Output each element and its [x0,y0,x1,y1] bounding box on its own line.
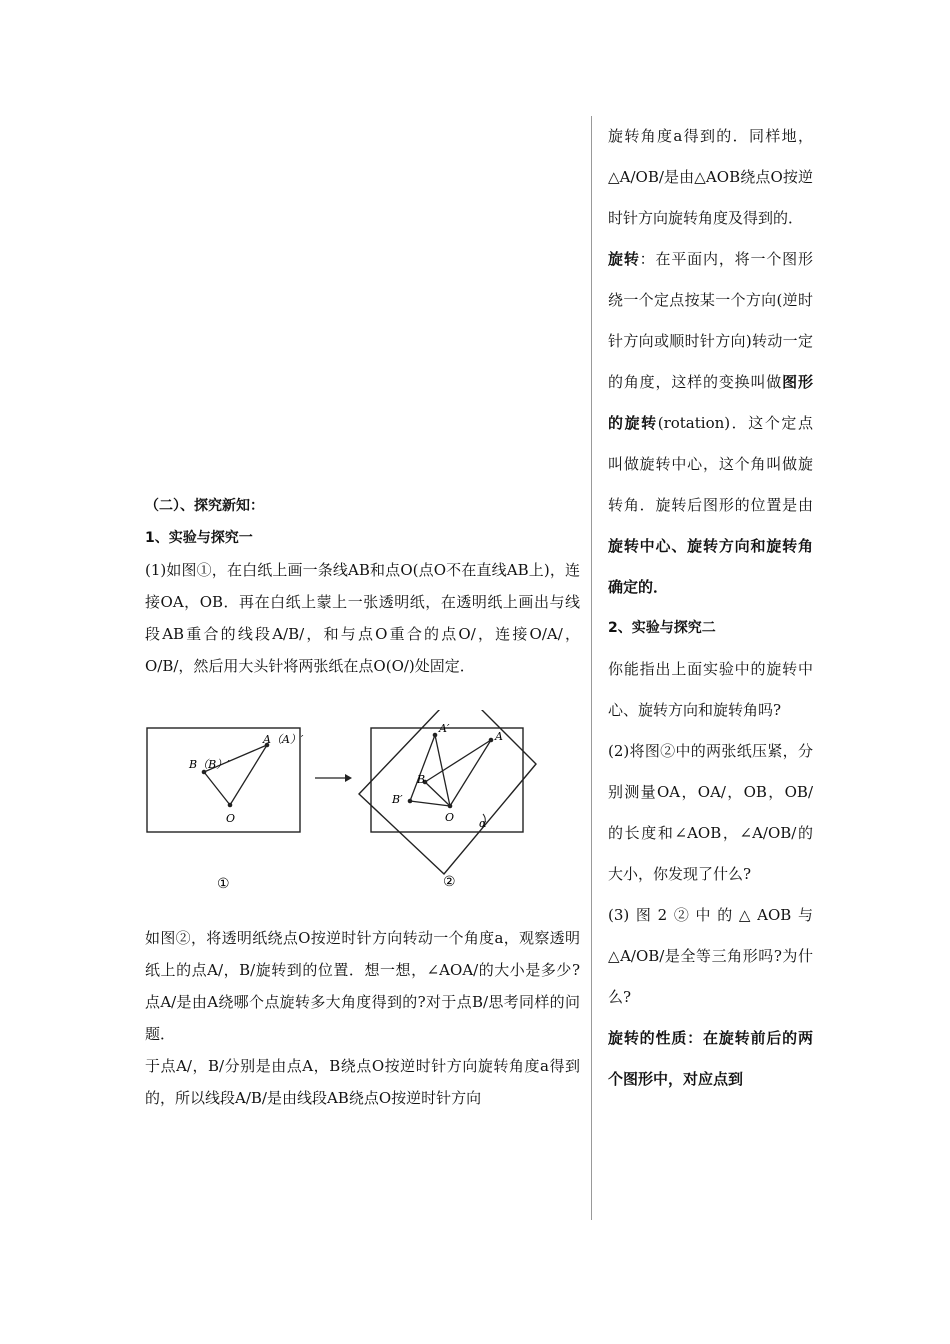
sub-heading-experiment-1: 1、实验与探究一 [145,530,253,546]
caption-figure-2: ② [443,874,456,890]
definition-body-1: ：在平面内，将一个图形绕一个定点按某一个方向(逆时针方向或顺时针方向)转动一定的角度，这样的变换叫做 [608,250,813,391]
segment-A1B1 [410,735,435,801]
paragraph-conclusion: 于点A/，B/分别是由点A，B绕点O按逆时针方向旋转角度a得到的，所以线段A/B/是由线段AB绕点O按逆时针方向 [145,1057,580,1107]
point-A1 [433,733,438,738]
label-O-1: O [226,812,236,825]
segment-OB1 [410,801,450,806]
segment-AB-2 [425,740,491,782]
sub-heading-experiment-2: 2、实验与探究二 [608,620,716,636]
label-O-2: O [445,811,455,824]
section-heading: （二）、探究新知： [145,498,264,514]
label-B-2: B [417,773,426,786]
definition-label: 旋转 [608,250,640,268]
point-B1 [408,799,413,804]
rotation-definition [608,239,813,608]
label-B-1: B（B）′ [189,758,230,771]
figure-2 [359,710,536,890]
definition-body-2: (rotation)．这个定点叫做旋转中心，这个角叫做旋转角．旋转后图形的位置是由 [608,414,813,514]
paragraph-continuation: 旋转角度a得到的．同样地，△A/OB/是由△AOB绕点O按逆时针方向旋转角度及得到的． [608,127,813,227]
rotation-property: 旋转的性质：在旋转前后的两个图形中，对应点到 [608,1029,813,1088]
label-A1: A′ [439,722,450,735]
definition-key: 旋转中心、旋转方向和旋转角 [608,537,813,555]
question-identify: 你能指出上面实验中的旋转中心、旋转方向和旋转角吗? [608,660,813,719]
definition-end: 确定的． [608,578,669,596]
caption-figure-1: ① [217,876,230,892]
segment-OA-1 [230,745,267,805]
segment-OA-2 [450,740,491,806]
paragraph-experiment-setup: (1)如图①，在白纸上画一条线AB和点O(点O不在直线AB上)，连接OA，OB．再在白纸上蒙上一张透明纸，在透明纸上画出与线段AB重合的线段A/B/，和与点O重合的点O/，连接O/A/，O/B/，然后用大头针将两张纸在点O(O/)处固定． [145,561,580,675]
definition-term: 图形的旋转 [608,373,813,432]
label-A-1: A（A）′ [263,733,304,746]
arrow-head [345,774,352,782]
label-B1: B′ [392,793,403,806]
point-A-2 [489,738,494,743]
point-O-1 [228,803,233,808]
right-column [608,116,813,1100]
question-congruent: (3)图2②中的△AOB与△A/OB/是全等三角形吗?为什么? [608,906,813,1006]
figure-1 [147,728,304,892]
segment-OA1 [435,735,450,806]
rotation-figure [145,710,580,910]
segment-OB-1 [204,772,230,805]
arrow [315,774,352,782]
label-alpha: α [479,817,487,830]
column-divider [591,116,592,1220]
left-column [145,490,580,1114]
question-measure: (2)将图②中的两张纸压紧，分别测量OA，OA/，OB，OB/的长度和∠AOB，∠A/OB/的大小，你发现了什么? [608,742,813,883]
point-O-2 [448,804,453,809]
paragraph-rotate-observe: 如图②，将透明纸绕点O按逆时针方向转动一个角度a，观察透明纸上的点A/，B/旋转到的位置．想一想，∠AOA/的大小是多少?点A/是由A绕哪个点旋转多大角度得到的?对于点B/思考同样的问题． [145,929,580,1043]
label-A-2: A [495,730,503,743]
